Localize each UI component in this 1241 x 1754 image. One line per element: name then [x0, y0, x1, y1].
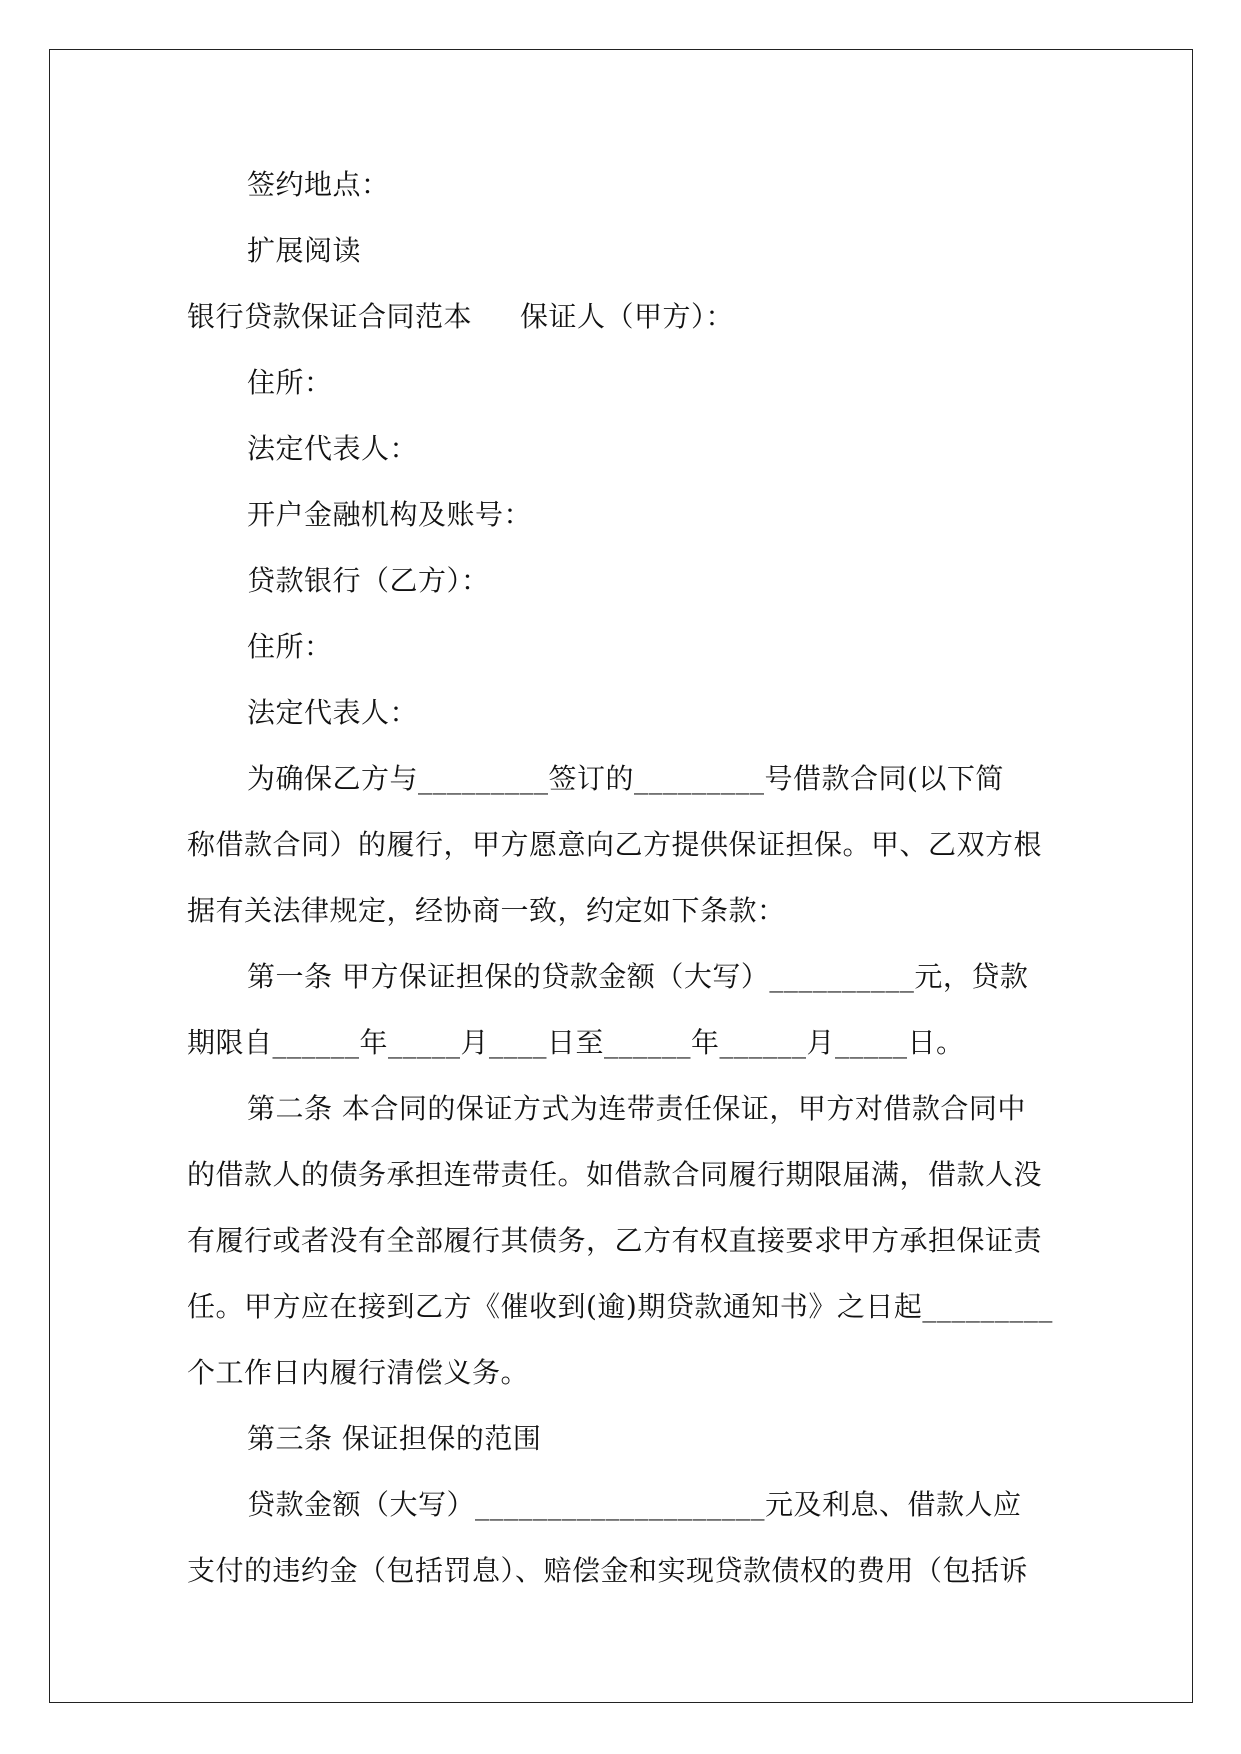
article-3-line-1: 贷款金额（大写）____________________元及利息、借款人应 — [247, 1488, 1022, 1521]
preamble-line-1: 为确保乙方与_________签订的_________号借款合同(以下简 — [247, 762, 1004, 795]
extended-reading-heading: 扩展阅读 — [247, 234, 362, 267]
preamble-line-3: 据有关法律规定，经协商一致，约定如下条款： — [187, 894, 786, 927]
bank-account-line: 开户金融机构及账号： — [247, 498, 533, 531]
article-2-line-5: 个工作日内履行清偿义务。 — [187, 1356, 530, 1389]
guarantor-legal-rep-line: 法定代表人： — [247, 432, 419, 465]
article-2-line-4: 任。甲方应在接到乙方《催收到(逾)期贷款通知书》之日起_________ — [187, 1290, 1053, 1323]
lender-address-line: 住所： — [247, 630, 333, 663]
lender-legal-rep-line: 法定代表人： — [247, 696, 419, 729]
article-1-line-2: 期限自______年_____月____日至______年______月_____日。 — [187, 1026, 965, 1059]
contract-title: 银行贷款保证合同范本 — [187, 300, 473, 333]
article-3-heading: 第三条 保证担保的范围 — [247, 1422, 542, 1455]
document-body — [187, 152, 1067, 1604]
article-2-line-2: 的借款人的债务承担连带责任。如借款合同履行期限届满，借款人没 — [187, 1158, 1043, 1191]
signing-place-line: 签约地点： — [247, 168, 390, 201]
lender-bank-line: 贷款银行（乙方）： — [247, 564, 490, 597]
article-2-line-3: 有履行或者没有全部履行其债务，乙方有权直接要求甲方承担保证责 — [187, 1224, 1043, 1257]
article-1-line-1: 第一条 甲方保证担保的贷款金额（大写）__________元，贷款 — [247, 960, 1029, 993]
article-2-line-1: 第二条 本合同的保证方式为连带责任保证，甲方对借款合同中 — [247, 1092, 1026, 1125]
guarantor-label: 保证人（甲方）： — [520, 300, 735, 333]
guarantor-address-line: 住所： — [247, 366, 333, 399]
contract-title-line — [187, 284, 1067, 350]
article-3-line-2: 支付的违约金（包括罚息）、赔偿金和实现贷款债权的费用（包括诉 — [187, 1554, 1029, 1587]
preamble-line-2: 称借款合同）的履行，甲方愿意向乙方提供保证担保。甲、乙双方根 — [187, 828, 1043, 861]
